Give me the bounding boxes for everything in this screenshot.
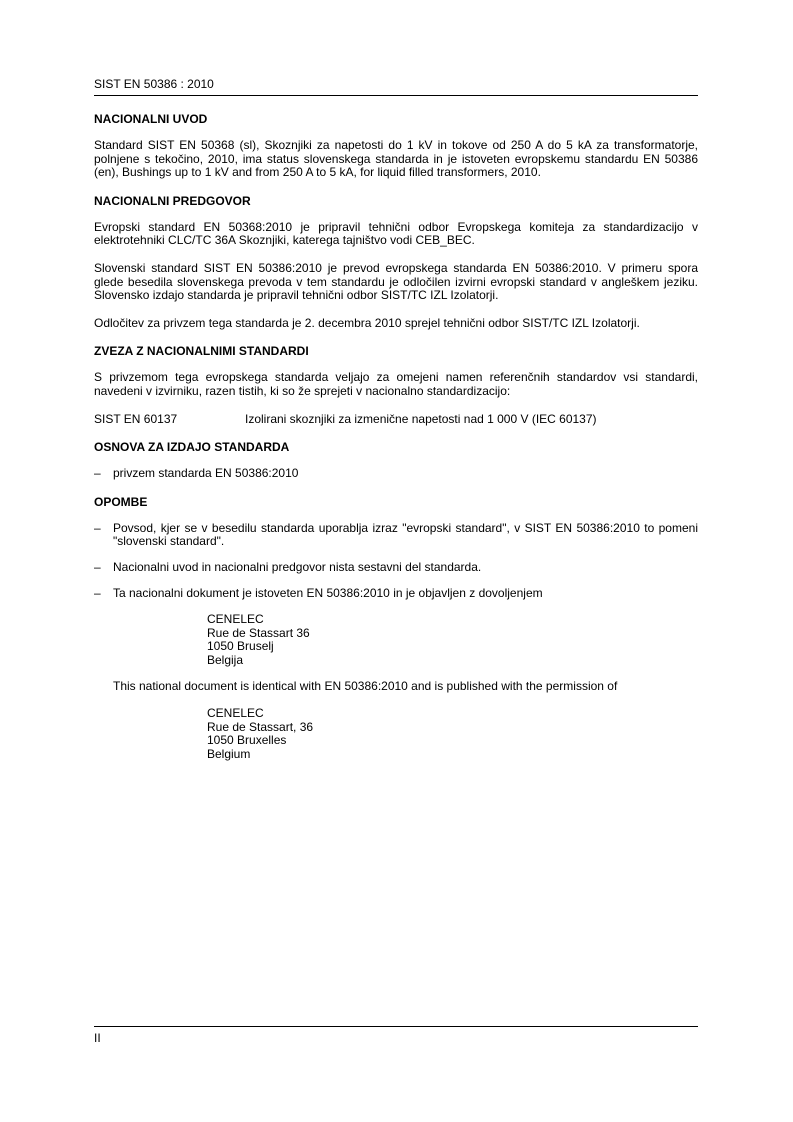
dash-bullet: – [94,585,101,600]
dash-bullet: – [94,559,101,574]
heading-opombe: OPOMBE [94,494,148,509]
list-item-text: Povsod, kjer se v besedilu standarda uporablja izraz "evropski standard", v SIST EN 50386:2010 to pomeni "slovenski standard". [113,520,698,549]
paragraph-zveza: S privzemom tega evropskega standarda veljajo za omejeni namen referenčnih standardov vsi standardi, navedeni v izvirniku, razen tistih, ki so že sprejeti v nacionalno standardizacijo: [94,370,698,398]
address-line: Rue de Stassart, 36 [207,719,314,734]
list-item [94,522,698,549]
address-line: Belgium [207,746,251,761]
paragraph-predgovor-2: Slovenski standard SIST EN 50386:2010 je prevod evropskega standarda EN 50386:2010. V primeru spora glede besedila slovenskega prevoda v tem standardu je odločilen izvirni evropski standard v angleškem jeziku. Slovensko izdajo standarda je pripravil tehnični odbor SIST/TC IZL Izolatorji. [94,260,698,303]
address-english [207,707,698,761]
address-line: CENELEC [207,612,264,627]
dash-bullet: – [94,466,101,481]
address-line: Rue de Stassart 36 [207,625,310,640]
reference-title: Izolirani skoznjiki za izmenične napetosti nad 1 000 V (IEC 60137) [245,411,597,426]
paragraph-predgovor-3: Odločitev za privzem tega standarda je 2. decembra 2010 sprejel tehnični odbor SIST/TC IZL Izolatorji. [94,315,640,330]
address-slovenian [207,613,698,667]
address-line: 1050 Bruselj [207,639,274,654]
heading-nacionalni-predgovor: NACIONALNI PREDGOVOR [94,193,251,208]
paragraph-predgovor-1: Evropski standard EN 50368:2010 je pripravil tehnični odbor Evropskega komiteja za standardizacijo v elektrotehniki CLC/TC 36A Skoznjiki, katerega tajništvo vodi CEB_BEC. [94,219,698,248]
page-number: II [94,1031,101,1045]
address-line: 1050 Bruxelles [207,733,287,748]
reference-code: SIST EN 60137 [94,411,178,426]
address-line: Belgija [207,652,244,667]
paragraph-uvod: Standard SIST EN 50368 (sl), Skoznjiki za napetosti do 1 kV in tokove od 250 A do 5 kA za transformatorje, polnjene s tekočino, 2010, ima status slovenskega standarda in je istoveten evropskemu standardu EN 50386 (en), Bushings up to 1 kV and from 250 A to 5 kA, for liquid filled transformers, 2010. [94,138,698,180]
footer-rule [94,1026,698,1027]
header-rule [94,95,698,96]
running-header: SIST EN 50386 : 2010 [94,77,214,91]
document-body [94,112,698,775]
list-item-text: Ta nacionalni dokument je istoveten EN 50386:2010 in je objavljen z dovoljenjem [113,585,543,600]
osnova-list [94,467,698,481]
list-item [94,467,698,481]
list-item-text: Nacionalni uvod in nacionalni predgovor nista sestavni del standarda. [113,559,482,574]
heading-zveza: ZVEZA Z NACIONALNIMI STANDARDI [94,344,309,359]
list-item [94,587,698,762]
list-item [94,561,698,575]
address-line: CENELEC [207,706,264,721]
opombe-list [94,522,698,762]
reference-standard-row [94,413,698,427]
list-item-text: privzem standarda EN 50386:2010 [113,466,299,481]
heading-osnova: OSNOVA ZA IZDAJO STANDARDA [94,440,290,455]
dash-bullet: – [94,520,101,535]
english-note: This national document is identical with EN 50386:2010 and is published with the permission of [113,679,618,694]
heading-nacionalni-uvod: NACIONALNI UVOD [94,112,208,126]
